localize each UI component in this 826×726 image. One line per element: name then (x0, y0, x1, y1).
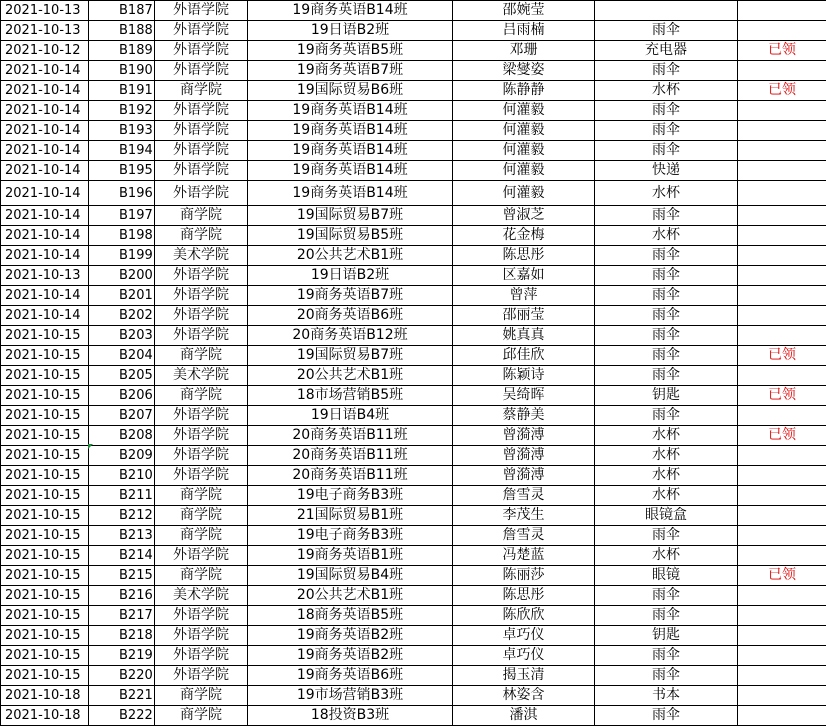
college-cell[interactable]: 外语学院 (155, 41, 248, 61)
table-row (1, 61, 826, 81)
date-cell[interactable]: 2021-10-15 (1, 586, 89, 606)
college-cell[interactable]: 外语学院 (155, 61, 248, 81)
item-cell[interactable]: 雨伞 (595, 346, 738, 366)
class-cell[interactable]: 19商务英语B14班 (248, 161, 453, 181)
name-cell[interactable]: 何灌毅 (453, 121, 595, 141)
item-cell[interactable]: 钥匙 (595, 626, 738, 646)
college-cell[interactable]: 外语学院 (155, 406, 248, 426)
college-cell[interactable]: 外语学院 (155, 606, 248, 626)
status-cell[interactable]: 已领 (738, 426, 826, 446)
class-cell[interactable]: 19电子商务B3班 (248, 486, 453, 506)
date-cell[interactable]: 2021-10-15 (1, 646, 89, 666)
item-cell[interactable]: 雨伞 (595, 141, 738, 161)
date-cell[interactable]: 2021-10-14 (1, 61, 89, 81)
name-cell[interactable]: 卓巧仪 (453, 646, 595, 666)
table-row (1, 286, 826, 306)
item-cell[interactable]: 雨伞 (595, 246, 738, 266)
table-row (1, 706, 826, 726)
name-cell[interactable]: 邵丽莹 (453, 306, 595, 326)
name-cell[interactable]: 李茂生 (453, 506, 595, 526)
college-cell[interactable]: 美术学院 (155, 586, 248, 606)
id-cell[interactable]: B221 (89, 686, 155, 706)
college-cell[interactable]: 美术学院 (155, 246, 248, 266)
id-cell[interactable]: B200 (89, 266, 155, 286)
id-cell[interactable]: B210 (89, 466, 155, 486)
college-cell[interactable]: 外语学院 (155, 446, 248, 466)
college-cell[interactable]: 外语学院 (155, 141, 248, 161)
table-row (1, 626, 826, 646)
status-cell[interactable] (738, 161, 826, 181)
class-cell[interactable]: 20公共艺术B1班 (248, 246, 453, 266)
name-cell[interactable]: 区嘉如 (453, 266, 595, 286)
id-cell[interactable]: B218 (89, 626, 155, 646)
class-cell[interactable]: 19国际贸易B7班 (248, 346, 453, 366)
college-cell[interactable]: 商学院 (155, 686, 248, 706)
date-cell[interactable]: 2021-10-15 (1, 546, 89, 566)
status-cell[interactable] (738, 181, 826, 206)
status-cell[interactable] (738, 526, 826, 546)
status-cell[interactable]: 已领 (738, 566, 826, 586)
id-cell[interactable]: B192 (89, 101, 155, 121)
table-row (1, 446, 826, 466)
id-cell[interactable]: B203 (89, 326, 155, 346)
name-cell[interactable]: 陈思彤 (453, 586, 595, 606)
class-cell[interactable]: 20商务英语B11班 (248, 446, 453, 466)
cell-comment-marker (88, 444, 93, 449)
table-row (1, 41, 826, 61)
item-cell[interactable]: 雨伞 (595, 266, 738, 286)
name-cell[interactable]: 何灌毅 (453, 101, 595, 121)
name-cell[interactable]: 邓珊 (453, 41, 595, 61)
item-cell[interactable]: 水杯 (595, 226, 738, 246)
id-cell[interactable]: B219 (89, 646, 155, 666)
item-cell[interactable]: 水杯 (595, 466, 738, 486)
name-cell[interactable]: 詹雪灵 (453, 486, 595, 506)
id-cell[interactable]: B189 (89, 41, 155, 61)
date-cell[interactable]: 2021-10-15 (1, 526, 89, 546)
date-cell[interactable]: 2021-10-14 (1, 81, 89, 101)
date-cell[interactable]: 2021-10-15 (1, 466, 89, 486)
name-cell[interactable]: 邱佳欣 (453, 346, 595, 366)
table-row (1, 161, 826, 181)
item-cell[interactable]: 钥匙 (595, 386, 738, 406)
name-cell[interactable]: 林姿含 (453, 686, 595, 706)
status-cell[interactable] (738, 546, 826, 566)
class-cell[interactable]: 19商务英语B14班 (248, 101, 453, 121)
name-cell[interactable]: 曾漪溥 (453, 466, 595, 486)
table-row (1, 646, 826, 666)
class-cell[interactable]: 19国际贸易B7班 (248, 206, 453, 226)
name-cell[interactable]: 陈欣欣 (453, 606, 595, 626)
class-cell[interactable]: 21国际贸易B1班 (248, 506, 453, 526)
table-row (1, 1, 826, 21)
item-cell[interactable]: 水杯 (595, 426, 738, 446)
item-cell[interactable] (595, 1, 738, 21)
id-cell[interactable]: B190 (89, 61, 155, 81)
sheet-body (1, 1, 826, 726)
id-cell[interactable]: B212 (89, 506, 155, 526)
table-row (1, 141, 826, 161)
status-cell[interactable] (738, 686, 826, 706)
id-cell[interactable]: B198 (89, 226, 155, 246)
college-cell[interactable]: 商学院 (155, 526, 248, 546)
status-cell[interactable] (738, 326, 826, 346)
college-cell[interactable]: 外语学院 (155, 326, 248, 346)
id-cell[interactable]: B196 (89, 181, 155, 206)
id-cell[interactable]: B204 (89, 346, 155, 366)
id-cell[interactable]: B206 (89, 386, 155, 406)
class-cell[interactable]: 18商务英语B5班 (248, 606, 453, 626)
college-cell[interactable]: 外语学院 (155, 626, 248, 646)
class-cell[interactable]: 19商务英语B14班 (248, 121, 453, 141)
item-cell[interactable]: 充电器 (595, 41, 738, 61)
status-cell[interactable] (738, 366, 826, 386)
table-row (1, 326, 826, 346)
date-cell[interactable]: 2021-10-18 (1, 686, 89, 706)
date-cell[interactable]: 2021-10-15 (1, 666, 89, 686)
id-cell[interactable]: B191 (89, 81, 155, 101)
table-row (1, 406, 826, 426)
status-cell[interactable]: 已领 (738, 346, 826, 366)
college-cell[interactable]: 外语学院 (155, 161, 248, 181)
class-cell[interactable]: 19日语B4班 (248, 406, 453, 426)
id-cell[interactable]: B220 (89, 666, 155, 686)
status-cell[interactable] (738, 61, 826, 81)
table-row (1, 366, 826, 386)
table-row (1, 121, 826, 141)
status-cell[interactable] (738, 586, 826, 606)
table-row (1, 666, 826, 686)
id-cell[interactable]: B209 (89, 446, 155, 466)
table-row (1, 21, 826, 41)
id-cell[interactable]: B213 (89, 526, 155, 546)
name-cell[interactable]: 卓巧仪 (453, 626, 595, 646)
id-cell[interactable]: B197 (89, 206, 155, 226)
class-cell[interactable]: 20公共艺术B1班 (248, 366, 453, 386)
date-cell[interactable]: 2021-10-15 (1, 446, 89, 466)
name-cell[interactable]: 曾漪溥 (453, 446, 595, 466)
name-cell[interactable]: 潘淇 (453, 706, 595, 726)
status-cell[interactable] (738, 286, 826, 306)
item-cell[interactable]: 雨伞 (595, 286, 738, 306)
item-cell[interactable]: 快递 (595, 161, 738, 181)
id-cell[interactable]: B216 (89, 586, 155, 606)
date-cell[interactable]: 2021-10-15 (1, 346, 89, 366)
item-cell[interactable]: 书本 (595, 686, 738, 706)
class-cell[interactable]: 19日语B2班 (248, 266, 453, 286)
date-cell[interactable]: 2021-10-14 (1, 121, 89, 141)
college-cell[interactable]: 外语学院 (155, 1, 248, 21)
college-cell[interactable]: 商学院 (155, 506, 248, 526)
class-cell[interactable]: 19商务英语B14班 (248, 181, 453, 206)
item-cell[interactable]: 水杯 (595, 81, 738, 101)
name-cell[interactable]: 蔡静美 (453, 406, 595, 426)
college-cell[interactable]: 外语学院 (155, 266, 248, 286)
college-cell[interactable]: 商学院 (155, 706, 248, 726)
table-row (1, 566, 826, 586)
class-cell[interactable]: 20商务英语B11班 (248, 466, 453, 486)
class-cell[interactable]: 19市场营销B3班 (248, 686, 453, 706)
status-cell[interactable]: 已领 (738, 386, 826, 406)
table-row (1, 306, 826, 326)
table-row (1, 246, 826, 266)
date-cell[interactable]: 2021-10-15 (1, 366, 89, 386)
name-cell[interactable]: 梁燮姿 (453, 61, 595, 81)
table-row (1, 526, 826, 546)
table-row (1, 466, 826, 486)
date-cell[interactable]: 2021-10-15 (1, 626, 89, 646)
class-cell[interactable]: 19国际贸易B4班 (248, 566, 453, 586)
status-cell[interactable] (738, 466, 826, 486)
id-cell[interactable]: B188 (89, 21, 155, 41)
name-cell[interactable]: 曾淑芝 (453, 206, 595, 226)
class-cell[interactable]: 19商务英语B2班 (248, 646, 453, 666)
item-cell[interactable]: 雨伞 (595, 306, 738, 326)
college-cell[interactable]: 外语学院 (155, 466, 248, 486)
date-cell[interactable]: 2021-10-14 (1, 246, 89, 266)
table-row (1, 101, 826, 121)
name-cell[interactable]: 何灌毅 (453, 181, 595, 206)
name-cell[interactable]: 姚真真 (453, 326, 595, 346)
status-cell[interactable] (738, 1, 826, 21)
class-cell[interactable]: 19日语B2班 (248, 21, 453, 41)
table-row (1, 226, 826, 246)
item-cell[interactable]: 雨伞 (595, 21, 738, 41)
table-row (1, 386, 826, 406)
item-cell[interactable]: 雨伞 (595, 326, 738, 346)
id-cell[interactable]: B208 (89, 426, 155, 446)
item-cell[interactable]: 雨伞 (595, 101, 738, 121)
date-cell[interactable]: 2021-10-14 (1, 206, 89, 226)
id-cell[interactable]: B214 (89, 546, 155, 566)
table-row (1, 586, 826, 606)
name-cell[interactable]: 詹雪灵 (453, 526, 595, 546)
name-cell[interactable]: 揭玉清 (453, 666, 595, 686)
status-cell[interactable] (738, 101, 826, 121)
status-cell[interactable] (738, 206, 826, 226)
table-row (1, 486, 826, 506)
name-cell[interactable]: 陈静静 (453, 81, 595, 101)
name-cell[interactable]: 何灌毅 (453, 141, 595, 161)
status-cell[interactable] (738, 141, 826, 161)
status-cell[interactable] (738, 121, 826, 141)
item-cell[interactable]: 水杯 (595, 446, 738, 466)
id-cell[interactable]: B195 (89, 161, 155, 181)
class-cell[interactable]: 19商务英语B1班 (248, 546, 453, 566)
name-cell[interactable]: 邵婉莹 (453, 1, 595, 21)
college-cell[interactable]: 外语学院 (155, 121, 248, 141)
date-cell[interactable]: 2021-10-14 (1, 101, 89, 121)
class-cell[interactable]: 19商务英语B14班 (248, 141, 453, 161)
name-cell[interactable]: 冯楚蓝 (453, 546, 595, 566)
item-cell[interactable]: 雨伞 (595, 526, 738, 546)
table-row (1, 686, 826, 706)
date-cell[interactable]: 2021-10-15 (1, 566, 89, 586)
name-cell[interactable]: 曾萍 (453, 286, 595, 306)
college-cell[interactable]: 商学院 (155, 346, 248, 366)
status-cell[interactable]: 已领 (738, 81, 826, 101)
status-cell[interactable] (738, 506, 826, 526)
id-cell[interactable]: B199 (89, 246, 155, 266)
item-cell[interactable]: 雨伞 (595, 366, 738, 386)
status-cell[interactable] (738, 666, 826, 686)
name-cell[interactable]: 陈丽莎 (453, 566, 595, 586)
date-cell[interactable]: 2021-10-15 (1, 386, 89, 406)
date-cell[interactable]: 2021-10-13 (1, 1, 89, 21)
date-cell[interactable]: 2021-10-12 (1, 41, 89, 61)
name-cell[interactable]: 花金梅 (453, 226, 595, 246)
college-cell[interactable]: 商学院 (155, 486, 248, 506)
status-cell[interactable] (738, 406, 826, 426)
college-cell[interactable]: 外语学院 (155, 646, 248, 666)
college-cell[interactable]: 商学院 (155, 226, 248, 246)
id-cell[interactable]: B201 (89, 286, 155, 306)
id-cell[interactable]: B193 (89, 121, 155, 141)
item-cell[interactable]: 雨伞 (595, 646, 738, 666)
status-cell[interactable] (738, 626, 826, 646)
item-cell[interactable]: 雨伞 (595, 206, 738, 226)
status-cell[interactable] (738, 706, 826, 726)
table-row (1, 81, 826, 101)
status-cell[interactable] (738, 246, 826, 266)
date-cell[interactable]: 2021-10-14 (1, 286, 89, 306)
date-cell[interactable]: 2021-10-18 (1, 706, 89, 726)
class-cell[interactable]: 19商务英语B2班 (248, 626, 453, 646)
date-cell[interactable]: 2021-10-15 (1, 486, 89, 506)
item-cell[interactable]: 雨伞 (595, 61, 738, 81)
date-cell[interactable]: 2021-10-15 (1, 326, 89, 346)
item-cell[interactable]: 雨伞 (595, 586, 738, 606)
college-cell[interactable]: 外语学院 (155, 306, 248, 326)
status-cell[interactable]: 已领 (738, 41, 826, 61)
item-cell[interactable]: 水杯 (595, 546, 738, 566)
status-cell[interactable] (738, 646, 826, 666)
id-cell[interactable]: B187 (89, 1, 155, 21)
date-cell[interactable]: 2021-10-14 (1, 181, 89, 206)
college-cell[interactable]: 外语学院 (155, 286, 248, 306)
name-cell[interactable]: 吴绮晖 (453, 386, 595, 406)
class-cell[interactable]: 19商务英语B5班 (248, 41, 453, 61)
date-cell[interactable]: 2021-10-13 (1, 21, 89, 41)
id-cell[interactable]: B211 (89, 486, 155, 506)
name-cell[interactable]: 曾漪溥 (453, 426, 595, 446)
college-cell[interactable]: 外语学院 (155, 546, 248, 566)
class-cell[interactable]: 19电子商务B3班 (248, 526, 453, 546)
id-cell[interactable]: B207 (89, 406, 155, 426)
item-cell[interactable]: 雨伞 (595, 706, 738, 726)
status-cell[interactable] (738, 226, 826, 246)
date-cell[interactable]: 2021-10-15 (1, 506, 89, 526)
date-cell[interactable]: 2021-10-15 (1, 426, 89, 446)
item-cell[interactable]: 雨伞 (595, 406, 738, 426)
name-cell[interactable]: 何灌毅 (453, 161, 595, 181)
class-cell[interactable]: 19国际贸易B5班 (248, 226, 453, 246)
date-cell[interactable]: 2021-10-15 (1, 606, 89, 626)
item-cell[interactable]: 眼镜盒 (595, 506, 738, 526)
item-cell[interactable]: 雨伞 (595, 121, 738, 141)
class-cell[interactable]: 20公共艺术B1班 (248, 586, 453, 606)
status-cell[interactable] (738, 486, 826, 506)
name-cell[interactable]: 陈颖诗 (453, 366, 595, 386)
table-row (1, 346, 826, 366)
table-row (1, 206, 826, 226)
name-cell[interactable]: 陈思彤 (453, 246, 595, 266)
college-cell[interactable]: 商学院 (155, 206, 248, 226)
college-cell[interactable]: 外语学院 (155, 21, 248, 41)
status-cell[interactable] (738, 606, 826, 626)
id-cell[interactable]: B194 (89, 141, 155, 161)
item-cell[interactable]: 水杯 (595, 181, 738, 206)
class-cell[interactable]: 19商务英语B7班 (248, 286, 453, 306)
date-cell[interactable]: 2021-10-14 (1, 306, 89, 326)
class-cell[interactable]: 19商务英语B7班 (248, 61, 453, 81)
id-cell[interactable]: B215 (89, 566, 155, 586)
class-cell[interactable]: 20商务英语B6班 (248, 306, 453, 326)
table-row (1, 606, 826, 626)
class-cell[interactable]: 18投资B3班 (248, 706, 453, 726)
item-cell[interactable]: 雨伞 (595, 666, 738, 686)
table-row (1, 266, 826, 286)
college-cell[interactable]: 外语学院 (155, 666, 248, 686)
item-cell[interactable]: 眼镜 (595, 566, 738, 586)
status-cell[interactable] (738, 21, 826, 41)
date-cell[interactable]: 2021-10-15 (1, 406, 89, 426)
college-cell[interactable]: 外语学院 (155, 101, 248, 121)
status-cell[interactable] (738, 446, 826, 466)
college-cell[interactable]: 商学院 (155, 566, 248, 586)
date-cell[interactable]: 2021-10-13 (1, 266, 89, 286)
name-cell[interactable]: 吕雨楠 (453, 21, 595, 41)
id-cell[interactable]: B202 (89, 306, 155, 326)
table-row (1, 426, 826, 446)
id-cell[interactable]: B205 (89, 366, 155, 386)
college-cell[interactable]: 商学院 (155, 81, 248, 101)
status-cell[interactable] (738, 266, 826, 286)
table-row (1, 546, 826, 566)
college-cell[interactable]: 外语学院 (155, 426, 248, 446)
id-cell[interactable]: B222 (89, 706, 155, 726)
class-cell[interactable]: 18市场营销B5班 (248, 386, 453, 406)
class-cell[interactable]: 20商务英语B11班 (248, 426, 453, 446)
college-cell[interactable]: 外语学院 (155, 181, 248, 206)
date-cell[interactable]: 2021-10-14 (1, 141, 89, 161)
item-cell[interactable]: 雨伞 (595, 606, 738, 626)
table-row (1, 181, 826, 206)
id-cell[interactable]: B217 (89, 606, 155, 626)
class-cell[interactable]: 19商务英语B14班 (248, 1, 453, 21)
date-cell[interactable]: 2021-10-14 (1, 226, 89, 246)
item-cell[interactable]: 水杯 (595, 486, 738, 506)
college-cell[interactable]: 商学院 (155, 386, 248, 406)
class-cell[interactable]: 19国际贸易B6班 (248, 81, 453, 101)
date-cell[interactable]: 2021-10-14 (1, 161, 89, 181)
table-row (1, 506, 826, 526)
class-cell[interactable]: 19商务英语B6班 (248, 666, 453, 686)
class-cell[interactable]: 20商务英语B12班 (248, 326, 453, 346)
college-cell[interactable]: 美术学院 (155, 366, 248, 386)
status-cell[interactable] (738, 306, 826, 326)
